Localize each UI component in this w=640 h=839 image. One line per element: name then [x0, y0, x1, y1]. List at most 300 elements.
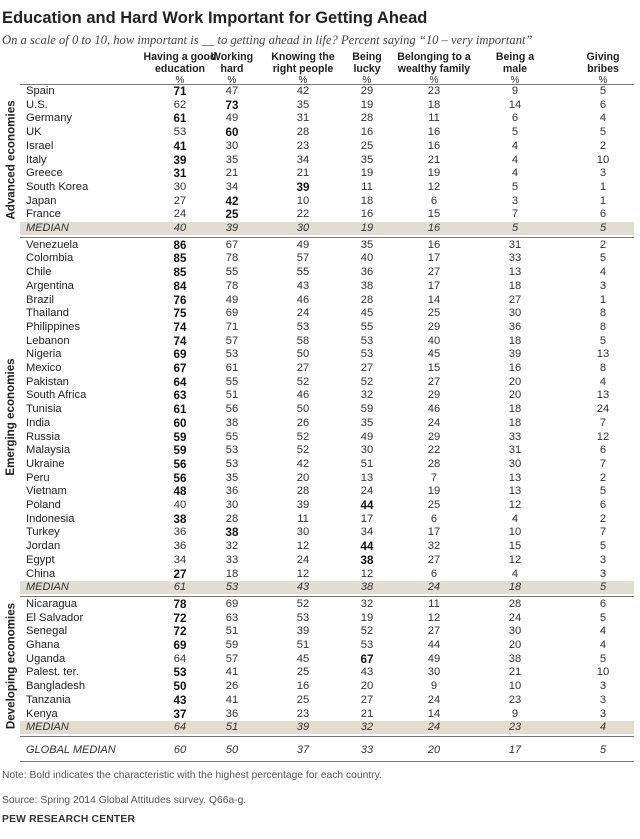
table-cell: 39: [296, 625, 310, 638]
table-cell: 15: [427, 208, 441, 221]
table-cell: 46: [296, 293, 310, 306]
table-cell: 49: [427, 652, 441, 665]
table-cell: 9: [511, 85, 519, 97]
table-cell: 45: [360, 307, 374, 320]
table-cell: 42: [296, 85, 310, 97]
table-cell: 28: [296, 485, 310, 498]
table-cell: 67: [360, 652, 374, 666]
subtitle: On a scale of 0 to 10, how important is __ to getting ahead in life? Percent saying “10 – very important”: [2, 33, 533, 47]
table-cell: 74: [173, 320, 187, 334]
table-cell: 6: [430, 194, 438, 207]
unit-label: %: [598, 75, 608, 86]
table-cell: 56: [173, 457, 187, 471]
median-cell: 32: [360, 721, 374, 734]
table-cell: 21: [225, 167, 239, 180]
table-cell: 51: [296, 639, 310, 651]
table-cell: 7: [430, 471, 438, 484]
table-cell: 69: [225, 307, 239, 320]
table-cell: 53: [225, 444, 239, 457]
table-cell: 71: [173, 85, 187, 98]
column-header: Giving bribes: [586, 51, 620, 75]
table-cell: 1: [599, 293, 607, 306]
country-name: France: [26, 208, 61, 221]
table-cell: 24: [360, 485, 374, 498]
table-cell: 35: [360, 153, 374, 166]
median-cell: 18: [508, 581, 522, 594]
median-cell: 30: [296, 222, 310, 234]
table-cell: 5: [599, 652, 607, 665]
table-cell: 52: [296, 597, 310, 610]
table-cell: 3: [599, 567, 607, 580]
country-name: Japan: [26, 194, 57, 207]
unit-label: %: [362, 75, 372, 86]
table-cell: 16: [427, 238, 441, 251]
table-cell: 28: [508, 597, 522, 610]
table-cell: 25: [296, 693, 310, 706]
table-cell: 46: [296, 389, 310, 402]
table-cell: 36: [225, 707, 239, 720]
table-cell: 28: [427, 457, 441, 470]
median-cell: 5: [511, 222, 519, 234]
table-cell: 19: [360, 611, 374, 624]
table-cell: 53: [225, 348, 239, 361]
table-cell: 19: [360, 167, 374, 180]
table-cell: 4: [511, 567, 519, 580]
table-cell: 24: [508, 611, 522, 624]
table-cell: 6: [511, 112, 519, 125]
footnote: Note: Bold indicates the characteristic with the highest percentage for each country.: [2, 770, 382, 781]
table-cell: 56: [173, 471, 187, 485]
table-cell: 34: [173, 553, 187, 566]
table-cell: 38: [225, 526, 239, 540]
median-cell: 19: [360, 222, 374, 234]
table-cell: 12: [296, 540, 310, 553]
table-cell: 4: [511, 512, 519, 525]
median-cell: 64: [173, 721, 187, 734]
table-cell: 2: [599, 139, 607, 152]
table-cell: 55: [360, 320, 374, 333]
global-median-cell: 33: [360, 744, 374, 756]
table-cell: 37: [173, 707, 187, 721]
table-cell: 27: [427, 625, 441, 638]
table-cell: 62: [173, 98, 187, 111]
country-name: Malaysia: [26, 444, 71, 457]
table-cell: 63: [225, 611, 239, 624]
table-cell: 27: [173, 194, 187, 207]
table-cell: 61: [173, 403, 187, 417]
country-name: Philippines: [26, 320, 81, 333]
table-cell: 61: [173, 112, 187, 126]
country-name: Colombia: [26, 252, 74, 265]
table-cell: 49: [360, 430, 374, 443]
table-cell: 63: [173, 389, 187, 403]
table-cell: 67: [225, 238, 239, 251]
median-cell: 61: [173, 581, 187, 594]
country-name: Mexico: [26, 362, 62, 374]
global-median-cell: 17: [508, 744, 522, 756]
median-cell: 40: [173, 222, 187, 234]
table-cell: 18: [225, 567, 239, 580]
table-cell: 59: [173, 444, 187, 458]
table-cell: 8: [599, 362, 607, 374]
global-median-cell: 5: [599, 744, 607, 756]
table-cell: 19: [360, 98, 374, 111]
table-cell: 28: [360, 293, 374, 306]
country-name: Turkey: [26, 526, 60, 539]
table-cell: 55: [225, 266, 239, 279]
country-name: Palest. ter.: [26, 666, 79, 679]
table-cell: 86: [173, 238, 187, 252]
table-cell: 29: [427, 430, 441, 443]
table-cell: 50: [296, 348, 310, 361]
table-cell: 53: [296, 611, 310, 624]
table-cell: 53: [225, 457, 239, 470]
table-cell: 32: [427, 540, 441, 553]
table-cell: 5: [599, 126, 607, 139]
table-cell: 13: [596, 348, 610, 361]
table-cell: 2: [599, 512, 607, 525]
table-cell: 6: [599, 597, 607, 610]
table-cell: 18: [508, 279, 522, 292]
table-cell: 7: [599, 526, 607, 539]
table-cell: 64: [173, 652, 187, 665]
global-median-label: GLOBAL MEDIAN: [26, 744, 116, 756]
median-cell: 24: [427, 581, 441, 594]
table-cell: 7: [511, 208, 519, 221]
table-cell: 4: [599, 375, 607, 388]
table-cell: 2: [599, 471, 607, 484]
table-cell: 43: [360, 666, 374, 679]
table-cell: 3: [599, 693, 607, 706]
table-cell: 11: [361, 180, 373, 193]
table-cell: 16: [427, 126, 441, 139]
table-cell: 16: [296, 680, 310, 693]
table-cell: 5: [599, 252, 607, 265]
country-name: UK: [26, 126, 42, 139]
table-cell: 20: [508, 639, 522, 651]
country-name: Germany: [26, 112, 73, 125]
table-cell: 17: [427, 252, 441, 265]
median-cell: 5: [599, 222, 607, 234]
table-cell: 5: [599, 611, 607, 624]
table-cell: 2: [599, 238, 607, 251]
table-cell: 11: [297, 512, 309, 525]
table-cell: 25: [427, 499, 441, 511]
table-cell: 12: [360, 567, 374, 580]
table-cell: 24: [427, 416, 441, 429]
table-cell: 10: [508, 526, 522, 539]
table-cell: 36: [360, 266, 374, 279]
table-cell: 78: [225, 252, 239, 265]
table-cell: 6: [430, 512, 438, 525]
table-cell: 15: [427, 362, 441, 374]
median-cell: 16: [427, 222, 441, 234]
table-cell: 38: [225, 416, 239, 429]
column-header: Knowing the right people: [271, 51, 335, 75]
table-cell: 4: [599, 625, 607, 638]
country-name: Israel: [26, 139, 54, 152]
table-cell: 31: [508, 444, 522, 457]
country-name: Nigeria: [26, 348, 62, 361]
table-cell: 31: [173, 167, 187, 181]
table-cell: 31: [508, 238, 522, 251]
table-cell: 7: [599, 457, 607, 470]
table-cell: 42: [296, 457, 310, 470]
table-cell: 47: [225, 85, 239, 97]
table-cell: 51: [360, 457, 374, 470]
country-name: Egypt: [26, 553, 55, 566]
table-cell: 11: [428, 597, 440, 610]
table-cell: 50: [296, 403, 310, 416]
median-row: [20, 721, 634, 734]
table-cell: 19: [427, 167, 441, 180]
median-label: MEDIAN: [26, 721, 69, 734]
table-cell: 53: [360, 334, 374, 347]
table-cell: 43: [173, 693, 187, 707]
table-cell: 18: [508, 334, 522, 347]
country-name: Peru: [26, 471, 50, 484]
table-cell: 15: [508, 540, 522, 553]
table-cell: 49: [225, 293, 239, 306]
table-cell: 5: [599, 540, 607, 553]
country-name: Indonesia: [26, 512, 75, 525]
country-name: El Salvador: [26, 611, 84, 624]
country-name: Brazil: [26, 293, 54, 306]
table-cell: 38: [173, 512, 187, 526]
table-cell: 32: [225, 540, 239, 553]
table-cell: 16: [508, 362, 522, 374]
table-cell: 41: [225, 693, 239, 706]
table-cell: 20: [508, 375, 522, 388]
table-cell: 6: [599, 499, 607, 511]
table-cell: 21: [427, 153, 441, 166]
table-cell: 26: [296, 416, 310, 429]
table-cell: 18: [427, 98, 441, 111]
table-cell: 21: [360, 707, 374, 720]
table-cell: 34: [296, 153, 310, 166]
table-cell: 3: [599, 707, 607, 720]
table-cell: 69: [173, 348, 187, 362]
group-label: Developing economies: [4, 603, 17, 730]
table-cell: 30: [296, 526, 310, 539]
table-cell: 29: [427, 389, 441, 402]
table-cell: 52: [296, 375, 310, 388]
table-cell: 25: [296, 666, 310, 679]
table-cell: 6: [599, 98, 607, 111]
table-cell: 25: [360, 139, 374, 152]
table-cell: 14: [508, 98, 522, 111]
table-cell: 36: [173, 540, 187, 553]
country-name: Greece: [26, 167, 63, 180]
table-cell: 28: [360, 112, 374, 125]
table-cell: 16: [427, 139, 441, 152]
table-cell: 55: [296, 266, 310, 279]
table-cell: 13: [508, 471, 522, 484]
country-name: Thailand: [26, 307, 69, 320]
table-cell: 40: [173, 499, 187, 511]
table-cell: 58: [296, 334, 310, 347]
table-cell: 27: [508, 293, 522, 306]
median-cell: 23: [508, 721, 522, 734]
table-cell: 41: [225, 666, 239, 679]
table-cell: 45: [296, 652, 310, 665]
table-cell: 27: [296, 362, 310, 374]
table-cell: 17: [427, 279, 441, 292]
table-cell: 33: [508, 430, 522, 443]
table-cell: 6: [599, 444, 607, 457]
table-cell: 9: [511, 707, 519, 720]
table-cell: 39: [173, 153, 187, 167]
country-name: Italy: [26, 153, 47, 166]
table-cell: 16: [360, 126, 374, 139]
table-cell: 39: [296, 180, 310, 194]
global-median-cell: 37: [296, 744, 310, 756]
country-name: Tunisia: [26, 403, 62, 416]
unit-label: %: [227, 75, 237, 86]
table-cell: 18: [508, 403, 522, 416]
table-cell: 67: [173, 362, 187, 375]
table-cell: 53: [360, 639, 374, 651]
table-cell: 44: [360, 499, 374, 512]
table-cell: 23: [427, 85, 441, 97]
table-cell: 30: [173, 180, 187, 193]
table-cell: 53: [173, 666, 187, 680]
table-cell: 26: [225, 680, 239, 693]
global-median-cell: 20: [427, 744, 441, 756]
table-cell: 14: [427, 293, 441, 306]
table-cell: 23: [296, 707, 310, 720]
table-cell: 55: [225, 430, 239, 443]
median-cell: 39: [225, 222, 239, 234]
table-cell: 4: [511, 139, 519, 152]
table-cell: 44: [427, 639, 441, 651]
table-cell: 11: [428, 112, 440, 125]
header-rule: [20, 84, 634, 85]
table-cell: 51: [225, 389, 239, 402]
table-cell: 75: [173, 307, 187, 321]
table-cell: 17: [360, 512, 374, 525]
table-cell: 36: [173, 526, 187, 539]
country-name: Senegal: [26, 625, 68, 638]
table-cell: 33: [225, 553, 239, 566]
table-cell: 59: [225, 639, 239, 651]
country-name: Russia: [26, 430, 61, 443]
table-cell: 24: [596, 403, 610, 416]
table-cell: 61: [225, 362, 239, 374]
table-cell: 38: [360, 553, 374, 567]
table-cell: 33: [508, 252, 522, 265]
table-cell: 52: [360, 375, 374, 388]
table-cell: 21: [296, 167, 310, 180]
table-cell: 20: [360, 680, 374, 693]
table-cell: 57: [225, 652, 239, 665]
table-cell: 30: [508, 625, 522, 638]
country-name: India: [26, 416, 51, 429]
table-cell: 53: [173, 126, 187, 139]
unit-label: %: [510, 75, 520, 86]
table-cell: 30: [360, 444, 374, 457]
table-cell: 1: [599, 194, 607, 207]
table-cell: 74: [173, 334, 187, 348]
table-cell: 46: [427, 403, 441, 416]
table-cell: 45: [427, 348, 441, 361]
table-cell: 29: [427, 320, 441, 333]
table-cell: 10: [296, 194, 310, 207]
median-row: [20, 222, 634, 235]
table-cell: 14: [427, 707, 441, 720]
table-cell: 16: [360, 208, 374, 221]
table-cell: 12: [427, 611, 441, 624]
table-cell: 35: [225, 153, 239, 166]
table-cell: 39: [296, 499, 310, 511]
unit-label: %: [175, 75, 185, 86]
column-header: Having a good education: [143, 51, 217, 75]
table-cell: 4: [599, 639, 607, 651]
median-cell: 5: [599, 581, 607, 594]
table-cell: 34: [225, 180, 239, 193]
table-cell: 24: [296, 553, 310, 566]
table-cell: 40: [427, 334, 441, 347]
table-cell: 23: [508, 693, 522, 706]
country-name: Jordan: [26, 540, 61, 553]
country-name: South Africa: [26, 389, 87, 402]
country-name: Kenya: [26, 707, 58, 720]
group-label: Emerging economies: [4, 358, 17, 476]
table-cell: 25: [225, 208, 239, 222]
median-cell: 53: [225, 581, 239, 594]
table-cell: 40: [360, 252, 374, 265]
country-name: U.S.: [26, 98, 48, 111]
table-cell: 27: [360, 362, 374, 374]
country-name: Pakistan: [26, 375, 69, 388]
country-name: Chile: [26, 266, 52, 279]
table-cell: 5: [511, 180, 519, 193]
table-cell: 24: [173, 208, 187, 221]
table-cell: 18: [360, 194, 374, 207]
table-cell: 10: [596, 666, 610, 679]
table-cell: 8: [599, 320, 607, 333]
table-cell: 41: [173, 139, 187, 153]
table-cell: 13: [360, 471, 374, 484]
source-line: Source: Spring 2014 Global Attitudes survey. Q66a-g.: [2, 795, 247, 806]
table-cell: 23: [296, 139, 310, 152]
table-cell: 56: [225, 403, 239, 416]
table-cell: 30: [508, 457, 522, 470]
group-divider: [20, 736, 634, 737]
global-median-cell: 50: [225, 744, 239, 756]
median-cell: 43: [296, 581, 310, 594]
group-label: Advanced economies: [4, 100, 17, 220]
page-title: Education and Hard Work Important for Getting Ahead: [2, 9, 428, 27]
table-cell: 52: [296, 430, 310, 443]
table-cell: 52: [360, 625, 374, 638]
table-cell: 36: [225, 485, 239, 498]
table-cell: 3: [511, 194, 519, 207]
country-name: South Korea: [26, 180, 89, 193]
table-cell: 73: [225, 98, 239, 112]
table-cell: 35: [360, 416, 374, 429]
table-cell: 85: [173, 266, 187, 280]
column-header: Belonging to a wealthy family: [397, 51, 471, 75]
table-cell: 30: [427, 666, 441, 679]
table-cell: 53: [296, 320, 310, 333]
table-cell: 35: [225, 471, 239, 484]
country-name: Ukraine: [26, 457, 65, 470]
table-cell: 4: [599, 112, 607, 125]
table-cell: 71: [225, 320, 239, 333]
table-cell: 4: [511, 153, 519, 166]
median-cell: 39: [296, 721, 310, 734]
